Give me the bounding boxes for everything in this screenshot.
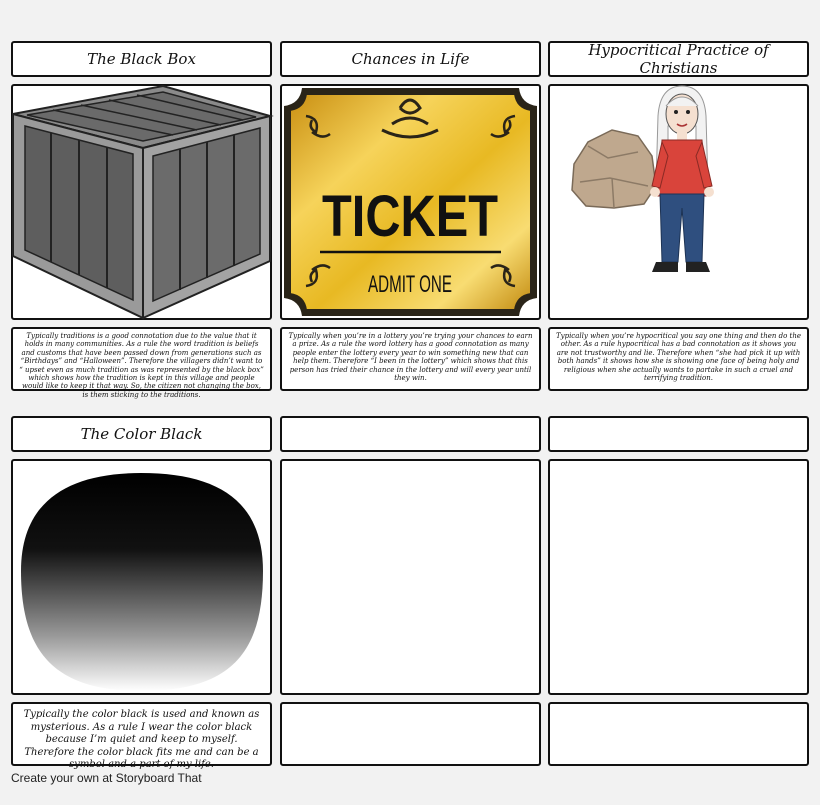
ticket-title-text: TICKET [322, 184, 498, 249]
cell-3-description [548, 327, 809, 391]
cell-1-title [11, 41, 272, 77]
cell-6-title [548, 416, 809, 452]
cell-4-title-text: The Color Black [80, 425, 203, 443]
cell-5-scene [280, 459, 541, 695]
ticket-subtext: ADMIT ONE [368, 271, 452, 298]
woman-with-rock-image [550, 86, 807, 318]
cell-2-description-text: Typically when you’re in a lottery you’re trying your chances to earn a prize. As a rule the word lottery has a good connotation as many people enter the lottery every year to win something new that can help them. Therefore “I been in the lottery” which shows that this person has tried their chance in the lottery and will every year until they win. [288, 332, 533, 383]
cell-2-title-text: Chances in Life [351, 50, 470, 68]
black-gradient-blob-image [13, 461, 270, 693]
cell-1-title-text: The Black Box [87, 50, 196, 68]
rock-icon [572, 130, 656, 208]
cell-5-title [280, 416, 541, 452]
cell-3-description-text: Typically when you’re hypocritical you say one thing and then do the other. As a rule hypocritical has a bad connotation as it shows you are not trustworthy and lie. Therefore when “she had pick it up with both hands” it shows how she is showing one face of being holy and religious when she actually wants to partake in such a cruel and terrifying tradition. [555, 332, 802, 383]
cell-4-title [11, 416, 272, 452]
cell-3-title-text: Hypocritical Practice of Christians [588, 41, 769, 77]
cell-6-scene [548, 459, 809, 695]
cell-1-scene [11, 84, 272, 320]
cell-3-scene [548, 84, 809, 320]
cell-2-description [280, 327, 541, 391]
cell-4-scene [11, 459, 272, 695]
golden-ticket-image [282, 86, 539, 318]
wooden-crate-image [13, 86, 270, 318]
cell-3-title [548, 41, 809, 77]
cell-6-description [548, 702, 809, 766]
cell-4-description-text: Typically the color black is used and known as mysterious. As a rule I wear the color black because I’m quiet and keep to myself. Therefore the color black fits me and can be a symbol and a part of my life. [23, 709, 260, 770]
cell-5-description [280, 702, 541, 766]
cell-4-description [11, 702, 272, 770]
cell-1-description [11, 327, 272, 399]
cell-2-title [280, 41, 541, 77]
footer-link[interactable] [11, 771, 202, 785]
cell-1-description-text: Typically traditions is a good connotation due to the value that it holds in many communities. As a rule the word tradition is beliefs and customs that have been passed down from generations such as “Birthdays” and “Halloween”. Therefore the villagers didn’t want to “ upset even as much tradition as was represented by the black box” which shows how the tradition is kept in this village and people would like to keep it that way. So, the citizen not changing the box, is them sticking to the traditions. [19, 332, 264, 399]
cell-2-scene [280, 84, 541, 320]
footer-text: Create your own at Storyboard That [11, 771, 202, 785]
